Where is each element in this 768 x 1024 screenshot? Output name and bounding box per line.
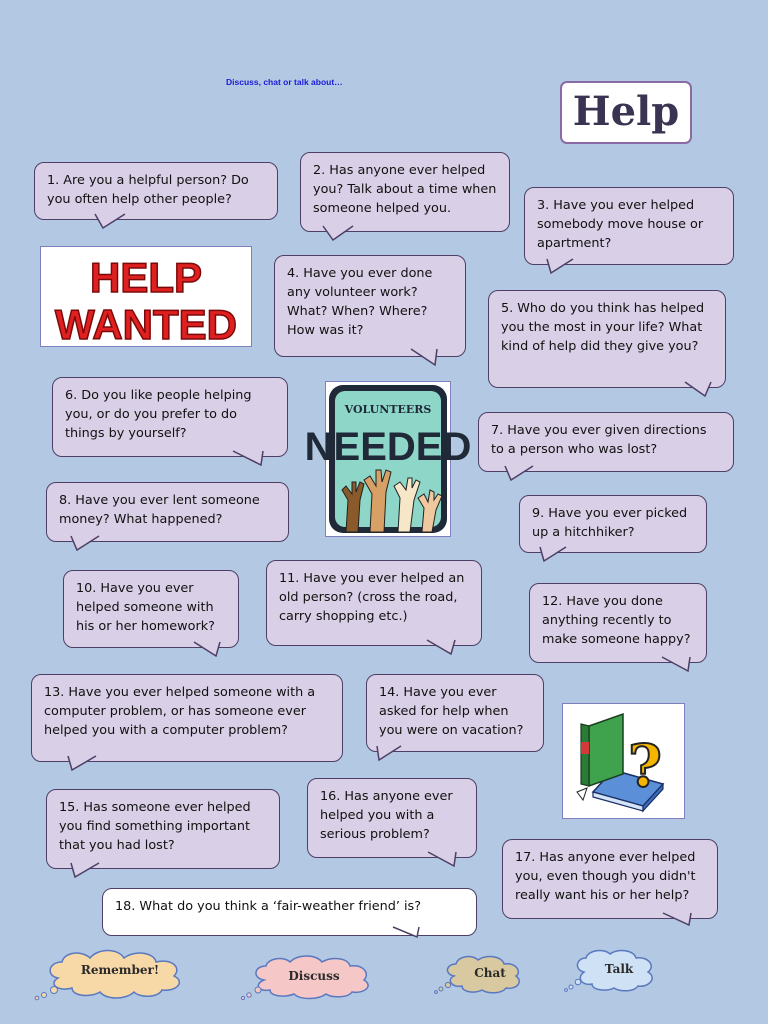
question-7 [478, 412, 734, 472]
question-14 [366, 674, 544, 752]
page-title: Help [560, 81, 692, 144]
question-18-text: 18. What do you think a ‘fair-weather friend’ is? [115, 899, 422, 914]
question-10-text: 10. Have you ever helped someone with his or her homework? [76, 581, 215, 634]
cloud-talk-label: Talk [604, 962, 634, 976]
question-15-text: 15. Has someone ever helped you find something important that you had lost? [59, 800, 251, 853]
question-7-text: 7. Have you ever given directions to a person who was lost? [491, 423, 707, 457]
help-wanted-line-2: WANTED [55, 301, 237, 348]
cloud-chat [432, 952, 534, 996]
question-13-text: 13. Have you ever helped someone with a computer problem, or has someone ever helped you with a computer problem? [44, 685, 316, 738]
question-16-text: 16. Has anyone ever helped you with a serious problem? [320, 789, 453, 842]
cloud-talk [562, 946, 666, 996]
question-8-text: 8. Have you ever lent someone money? What happened? [59, 493, 260, 527]
question-1-text: 1. Are you a helpful person? Do you often help other people? [47, 173, 249, 207]
volunteers-needed-image [304, 381, 472, 537]
question-3 [524, 187, 734, 265]
help-wanted-image [40, 246, 252, 347]
question-11 [266, 560, 482, 646]
book-question-icon [563, 704, 684, 818]
question-9-text: 9. Have you ever picked up a hitchhiker? [532, 506, 688, 540]
question-6 [52, 377, 288, 457]
question-11-text: 11. Have you ever helped an old person? (cross the road, carry shopping etc.) [279, 571, 465, 624]
cloud-discuss [238, 952, 390, 1002]
question-16 [307, 778, 477, 858]
question-6-text: 6. Do you like people helping you, or do you prefer to do things by yourself? [65, 388, 252, 441]
question-2 [300, 152, 510, 232]
question-4-text: 4. Have you ever done any volunteer work? What? When? Where? How was it? [287, 266, 433, 338]
svg-text:?: ? [628, 732, 662, 800]
question-15 [46, 789, 280, 869]
question-12 [529, 583, 707, 663]
question-2-text: 2. Has anyone ever helped you? Talk about a time when someone helped you. [313, 163, 497, 216]
question-12-text: 12. Have you done anything recently to make someone happy? [542, 594, 691, 647]
book-question-image [562, 703, 685, 819]
question-18 [102, 888, 477, 936]
question-10 [63, 570, 239, 648]
cloud-discuss-label: Discuss [288, 969, 340, 983]
question-5 [488, 290, 726, 388]
cloud-remember [32, 946, 208, 1002]
cloud-chat-label: Chat [474, 966, 506, 980]
question-17 [502, 839, 718, 919]
question-14-text: 14. Have you ever asked for help when you were on vacation? [379, 685, 524, 738]
volunteers-top-text: VOLUNTEERS [344, 403, 432, 416]
question-3-text: 3. Have you ever helped somebody move house or apartment? [537, 198, 704, 251]
question-9 [519, 495, 707, 553]
question-8 [46, 482, 289, 542]
page-subtitle: Discuss, chat or talk about… [226, 77, 343, 87]
question-4 [274, 255, 466, 357]
question-1 [34, 162, 278, 220]
question-17-text: 17. Has anyone ever helped you, even though you didn't really want his or her help? [515, 850, 696, 903]
question-5-text: 5. Who do you think has helped you the most in your life? What kind of help did they give you? [501, 301, 705, 354]
cloud-remember-label: Remember! [80, 963, 160, 977]
question-13 [31, 674, 343, 762]
help-wanted-line-1: HELP [89, 254, 203, 301]
volunteers-main-text: NEEDED [304, 425, 472, 469]
